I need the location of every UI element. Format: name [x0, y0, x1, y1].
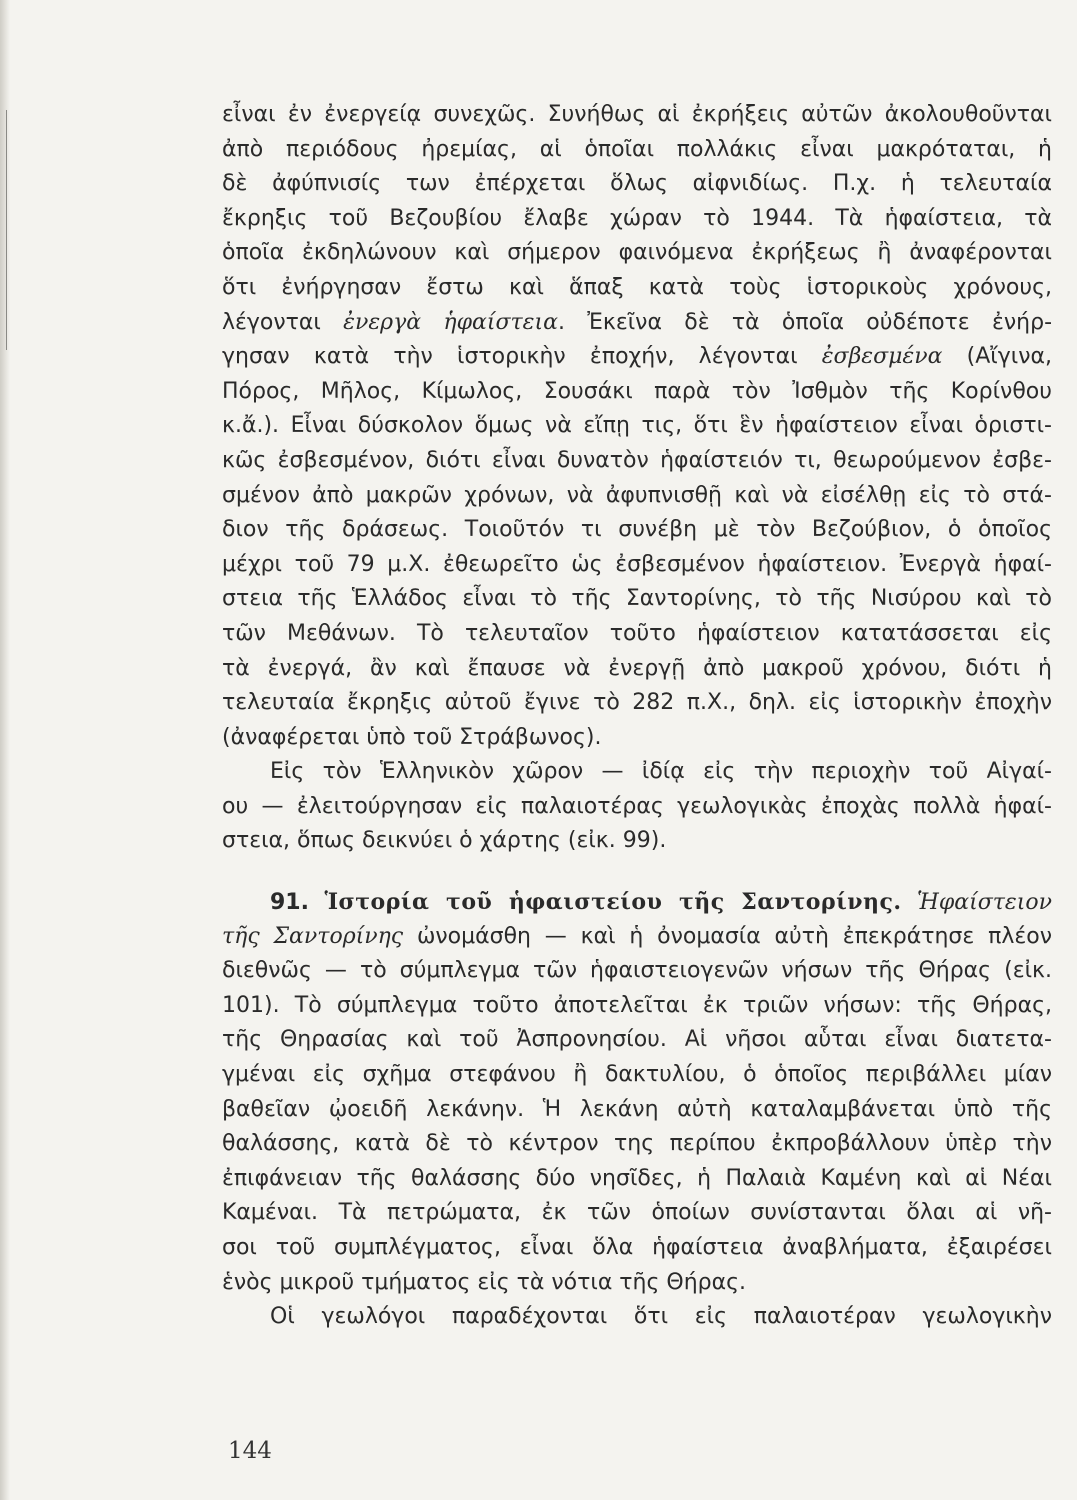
text-line: στεια, ὅπως δεικνύει ὁ χάρτης (εἰκ. 99). — [222, 828, 667, 854]
section-91 — [222, 885, 1052, 954]
text-line: ὁποῖα ἐκδηλώνουν καὶ σήμερον φαινόμενα ἐκρήξεως ἢ ἀναφέρονται — [222, 240, 1052, 266]
text-line: ου — ἐλειτούργησαν εἰς παλαιοτέρας γεωλογικὰς ἐποχὰς πολλὰ ἡφαί- — [222, 793, 1052, 819]
line-segment: . Ἐκεῖνα δὲ τὰ ὁποῖα οὐδέποτε ἐνήρ- — [557, 309, 1053, 335]
line-segment: γησαν κατὰ τὴν ἱστορικὴν ἐποχήν, λέγονται — [222, 344, 822, 370]
text-line: ἐπιφάνειαν τῆς θαλάσσης δύο νησῖδες, ἡ Παλαιὰ Καμένη καὶ αἱ Νέαι — [222, 1165, 1052, 1191]
page-edge-line — [6, 110, 7, 350]
page-text — [222, 98, 1052, 1335]
line-segment: λέγονται — [222, 309, 344, 335]
text-line: Πόρος, Μῆλος, Κίμωλος, Σουσάκι παρὰ τὸν Ἰσθμὸν τῆς Κορίνθου — [222, 378, 1052, 404]
section-line-2 — [222, 920, 1052, 955]
text-line: διον τῆς δράσεως. Τοιοῦτόν τι συνέβη μὲ τὸν Βεζούβιον, ὁ ὁποῖος — [222, 517, 1052, 543]
text-line: κῶς ἐσβεσμένον, διότι εἶναι δυνατὸν ἡφαίστειόν τι, θεωρούμενον ἐσβε- — [222, 447, 1052, 473]
section-line-2-text: ὠνομάσθη — καὶ ἡ ὀνομασία αὐτὴ ἐπεκράτησε πλέον — [403, 923, 1052, 949]
text-line: κ.ἄ.). Εἶναι δύσκολον ὅμως νὰ εἴπῃ τις, ὅτι ἓν ἡφαίστειον εἶναι ὁριστι- — [222, 413, 1052, 439]
text-line: 101). Τὸ σύμπλεγμα τοῦτο ἀποτελεῖται ἐκ τριῶν νήσων: τῆς Θήρας, — [222, 992, 1052, 1018]
italic-term: ἐσβεσμένα — [821, 344, 943, 370]
paragraph-3 — [222, 954, 1052, 1300]
section-line-2-italic: τῆς Σαντορίνης — [222, 923, 404, 949]
section-number: 91. — [270, 890, 309, 916]
section-lead-italic: Ἡφαίστειον — [917, 890, 1052, 916]
text-line — [222, 340, 1052, 375]
page-number: 144 — [228, 1438, 272, 1464]
text-line: (ἀναφέρεται ὑπὸ τοῦ Στράβωνος). — [222, 724, 602, 750]
text-line: βαθεῖαν ᾠοειδῆ λεκάνην. Ἡ λεκάνη αὐτὴ καταλαμβάνεται ὑπὸ τῆς — [222, 1096, 1052, 1122]
page-binding-shadow — [0, 0, 10, 1500]
paragraph-2 — [222, 755, 1052, 859]
text-line: γμέναι εἰς σχῆμα στεφάνου ἢ δακτυλίου, ὁ ὁποῖος περιβάλλει μίαν — [222, 1062, 1052, 1088]
text-line: τὰ ἐνεργά, ἂν καὶ ἔπαυσε νὰ ἐνεργῇ ἀπὸ μακροῦ χρόνου, διότι ἡ — [222, 655, 1052, 681]
text-line: δὲ ἀφύπνισίς των ἐπέρχεται ὅλως αἰφνιδίως. Π.χ. ἡ τελευταία — [222, 171, 1052, 197]
text-line: σμένον ἀπὸ μακρῶν χρόνων, νὰ ἀφυπνισθῇ καὶ νὰ εἰσέλθῃ εἰς τὸ στά- — [222, 482, 1052, 508]
text-line: Εἰς τὸν Ἑλληνικὸν χῶρον — ἰδίᾳ εἰς τὴν περιοχὴν τοῦ Αἰγαί- — [270, 759, 1052, 785]
text-line: μέχρι τοῦ 79 μ.Χ. ἐθεωρεῖτο ὡς ἐσβεσμένον ἡφαίστειον. Ἐνεργὰ ἡφαί- — [222, 551, 1052, 577]
text-line: θαλάσσης, κατὰ δὲ τὸ κέντρον της περίπου ἐκπροβάλλουν ὑπὲρ τὴν — [222, 1131, 1052, 1157]
text-line: τῆς Θηρασίας καὶ τοῦ Ἀσπρονησίου. Αἱ νῆσοι αὗται εἶναι διατετα- — [222, 1027, 1052, 1053]
text-line: τῶν Μεθάνων. Τὸ τελευταῖον τοῦτο ἡφαίστειον κατατάσσεται εἰς — [222, 620, 1052, 646]
italic-term: ἐνεργὰ ἡφαίστεια — [343, 309, 558, 335]
paragraph-4 — [222, 1300, 1052, 1335]
text-line: στεια τῆς Ἑλλάδος εἶναι τὸ τῆς Σαντορίνης, τὸ τῆς Νισύρου καὶ τὸ — [222, 586, 1052, 612]
line-segment: (Αἴγινα, — [942, 344, 1052, 370]
text-line: σοι τοῦ συμπλέγματος, εἶναι ὅλα ἡφαίστεια ἀναβλήματα, ἐξαιρέσει — [222, 1235, 1052, 1260]
text-line: τελευταία ἔκρηξις αὐτοῦ ἔγινε τὸ 282 π.Χ., δηλ. εἰς ἱστορικὴν ἐποχὴν — [222, 690, 1052, 716]
text-line: Οἱ γεωλόγοι παραδέχονται ὅτι εἰς παλαιοτέραν γεωλογικὴν — [270, 1304, 1052, 1330]
text-line: ἀπὸ περιόδους ἠρεμίας, αἱ ὁποῖαι πολλάκις εἶναι μακρόταται, ἡ — [222, 136, 1052, 162]
text-line: διεθνῶς — τὸ σύμπλεγμα τῶν ἡφαιστειογενῶν νήσων τῆς Θήρας (εἰκ. — [222, 958, 1052, 984]
section-heading-line — [222, 885, 1052, 920]
text-line: Καμέναι. Τὰ πετρώματα, ἐκ τῶν ὁποίων συνίστανται ὅλαι αἱ νῆ- — [222, 1200, 1052, 1226]
paragraph-1 — [222, 98, 1052, 755]
text-line: εἶναι ἐν ἐνεργείᾳ συνεχῶς. Συνήθως αἱ ἐκρήξεις αὐτῶν ἀκολουθοῦνται — [222, 102, 1052, 127]
text-line: ὅτι ἐνήργησαν ἔστω καὶ ἅπαξ κατὰ τοὺς ἱστορικοὺς χρόνους, — [222, 274, 1052, 300]
text-line: ἑνὸς μικροῦ τμήματος εἰς τὰ νότια τῆς Θήρας. — [222, 1269, 747, 1295]
text-line — [222, 306, 1052, 341]
section-title: Ἱστορία τοῦ ἡφαιστείου τῆς Σαντορίνης. — [324, 889, 902, 916]
text-line: ἔκρηξις τοῦ Βεζουβίου ἔλαβε χώραν τὸ 1944. Τὰ ἡφαίστεια, τὰ — [222, 205, 1052, 231]
section-gap — [222, 859, 1052, 885]
